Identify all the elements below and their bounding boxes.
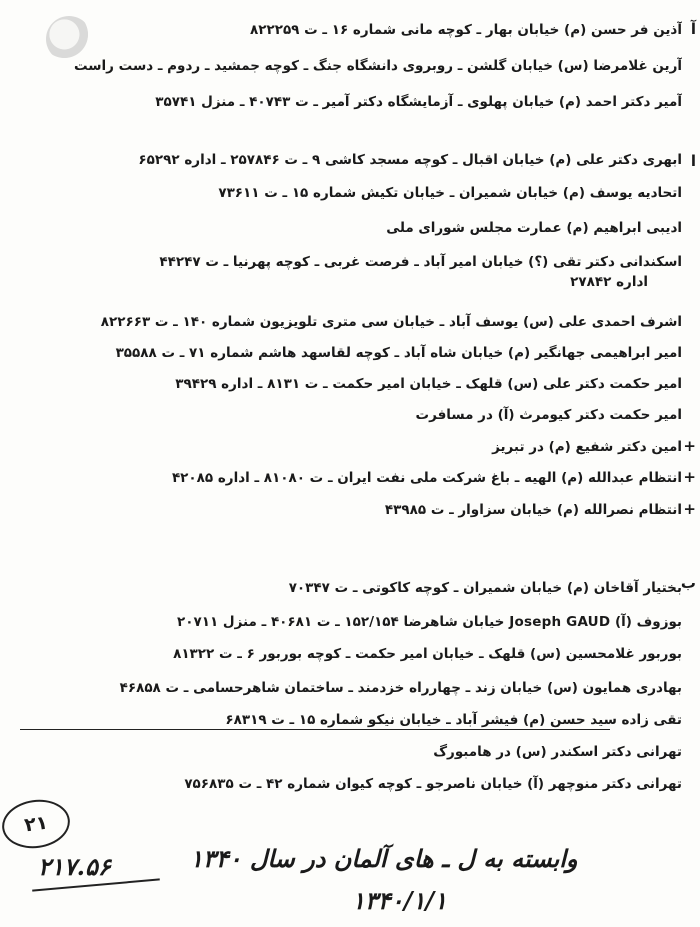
page-number-circle [0,796,73,853]
list-item: بوزوف (آ) Joseph GAUD خیابان شاهرضا ۱۵۲/۱۵۴ ـ ت ۴۰۶۸۱ ـ منزل ۲۰۷۱۱ [177,614,682,630]
list-item: آرین غلامرضا (س) خیابان گلشن ـ روبروی دانشگاه جنگ ـ کوچه جمشید ـ ردوم ـ دست راست [73,58,682,74]
list-item-continuation: اداره ۲۷۸۴۲ [570,274,648,290]
list-item: بوربور غلامحسین (س) قلهک ـ خیابان امیر حکمت ـ کوچه بوربور ۶ ـ ت ۸۱۳۲۲ [173,646,682,662]
list-item: اشرف احمدی علی (س) یوسف آباد ـ خیابان سی متری تلویزیون شماره ۱۴۰ ـ ت ۸۲۲۶۶۳ [100,314,682,330]
handwritten-total: ۲۱۷.۵۶ [38,852,111,881]
list-item-underlined: تقی زاده سید حسن (م) فیشر آباد ـ خیابان نیکو شماره ۱۵ ـ ت ۶۸۳۱۹ [225,712,682,728]
list-item: تهرانی دکتر منوچهر (آ) خیابان ناصرجو ـ کوچه کیوان شماره ۴۲ ـ ت ۷۵۶۸۳۵ [184,776,682,792]
list-item: ادیبی ابراهیم (م) عمارت مجلس شورای ملی [386,220,682,236]
list-item: اسکندانی دکتر تقی (؟) خیابان امیر آباد ـ فرصت غربی ـ کوچه پهرنیا ـ ت ۴۴۲۴۷ [159,254,682,270]
group-marker-be: ب [680,574,696,592]
list-item: آمیر دکتر احمد (م) خیابان پهلوی ـ آزمایشگاه دکتر آمیر ـ ت ۴۰۷۴۳ ـ منزل ۳۵۷۴۱ [155,94,682,110]
list-item: انتظام عبدالله (م) الهیه ـ باغ شرکت ملی نفت ایران ـ ت ۸۱۰۸۰ ـ اداره ۴۲۰۸۵ [171,470,682,486]
page-number: ۲۱ [22,811,50,837]
list-item: بختیار آقاخان (م) خیابان شمیران ـ کوچه کاکوتی ـ ت ۷۰۳۴۷ [288,580,682,596]
list-item: آذین فر حسن (م) خیابان بهار ـ کوچه مانی شماره ۱۶ ـ ت ۸۲۲۲۵۹ [249,22,682,38]
list-item: بهادری همایون (س) خیابان زند ـ چهارراه خزدمند ـ ساختمان شاهرحسامی ـ ت ۴۶۸۵۸ [119,680,682,696]
side-check-mark: + [683,468,696,486]
list-item: ابهری دکتر علی (م) خیابان اقبال ـ کوچه مسجد کاشی ۹ ـ ت ۲۵۷۸۴۶ ـ اداره ۶۵۲۹۲ [138,152,682,168]
handwritten-reference: وابسته به ل ـ های آلمان در سال ۱۳۴۰ [190,844,578,873]
list-item: تهرانی دکتر اسکندر (س) در هامبورگ [433,744,682,760]
list-item: امین دکتر شفیع (م) در تبریز [492,439,682,455]
list-item: امیر حکمت دکتر علی (س) قلهک ـ خیابان امیر حکمت ـ ت ۸۱۳۱ ـ اداره ۳۹۴۲۹ [175,376,682,392]
list-item: انتظام نصرالله (م) خیابان سزاوار ـ ت ۴۳۹۸۵ [384,502,682,518]
list-item: امیر حکمت دکتر کیومرث (آ) در مسافرت [415,407,682,423]
list-item: اتحادیه یوسف (م) خیابان شمیران ـ خیابان تکیش شماره ۱۵ ـ ت ۷۳۶۱۱ [218,185,682,201]
side-check-mark: + [683,437,696,455]
entry-underline [20,729,610,730]
side-check-mark: + [683,500,696,518]
group-marker-alef: ا [690,152,696,170]
group-marker-a: آ [690,20,696,38]
handwritten-date: ۱۳۴۰/۱/۱ [352,886,447,915]
list-item: امیر ابراهیمی جهانگیر (م) خیابان شاه آباد ـ کوچه لقاسهد هاشم شماره ۷۱ ـ ت ۳۵۵۸۸ [115,345,682,361]
